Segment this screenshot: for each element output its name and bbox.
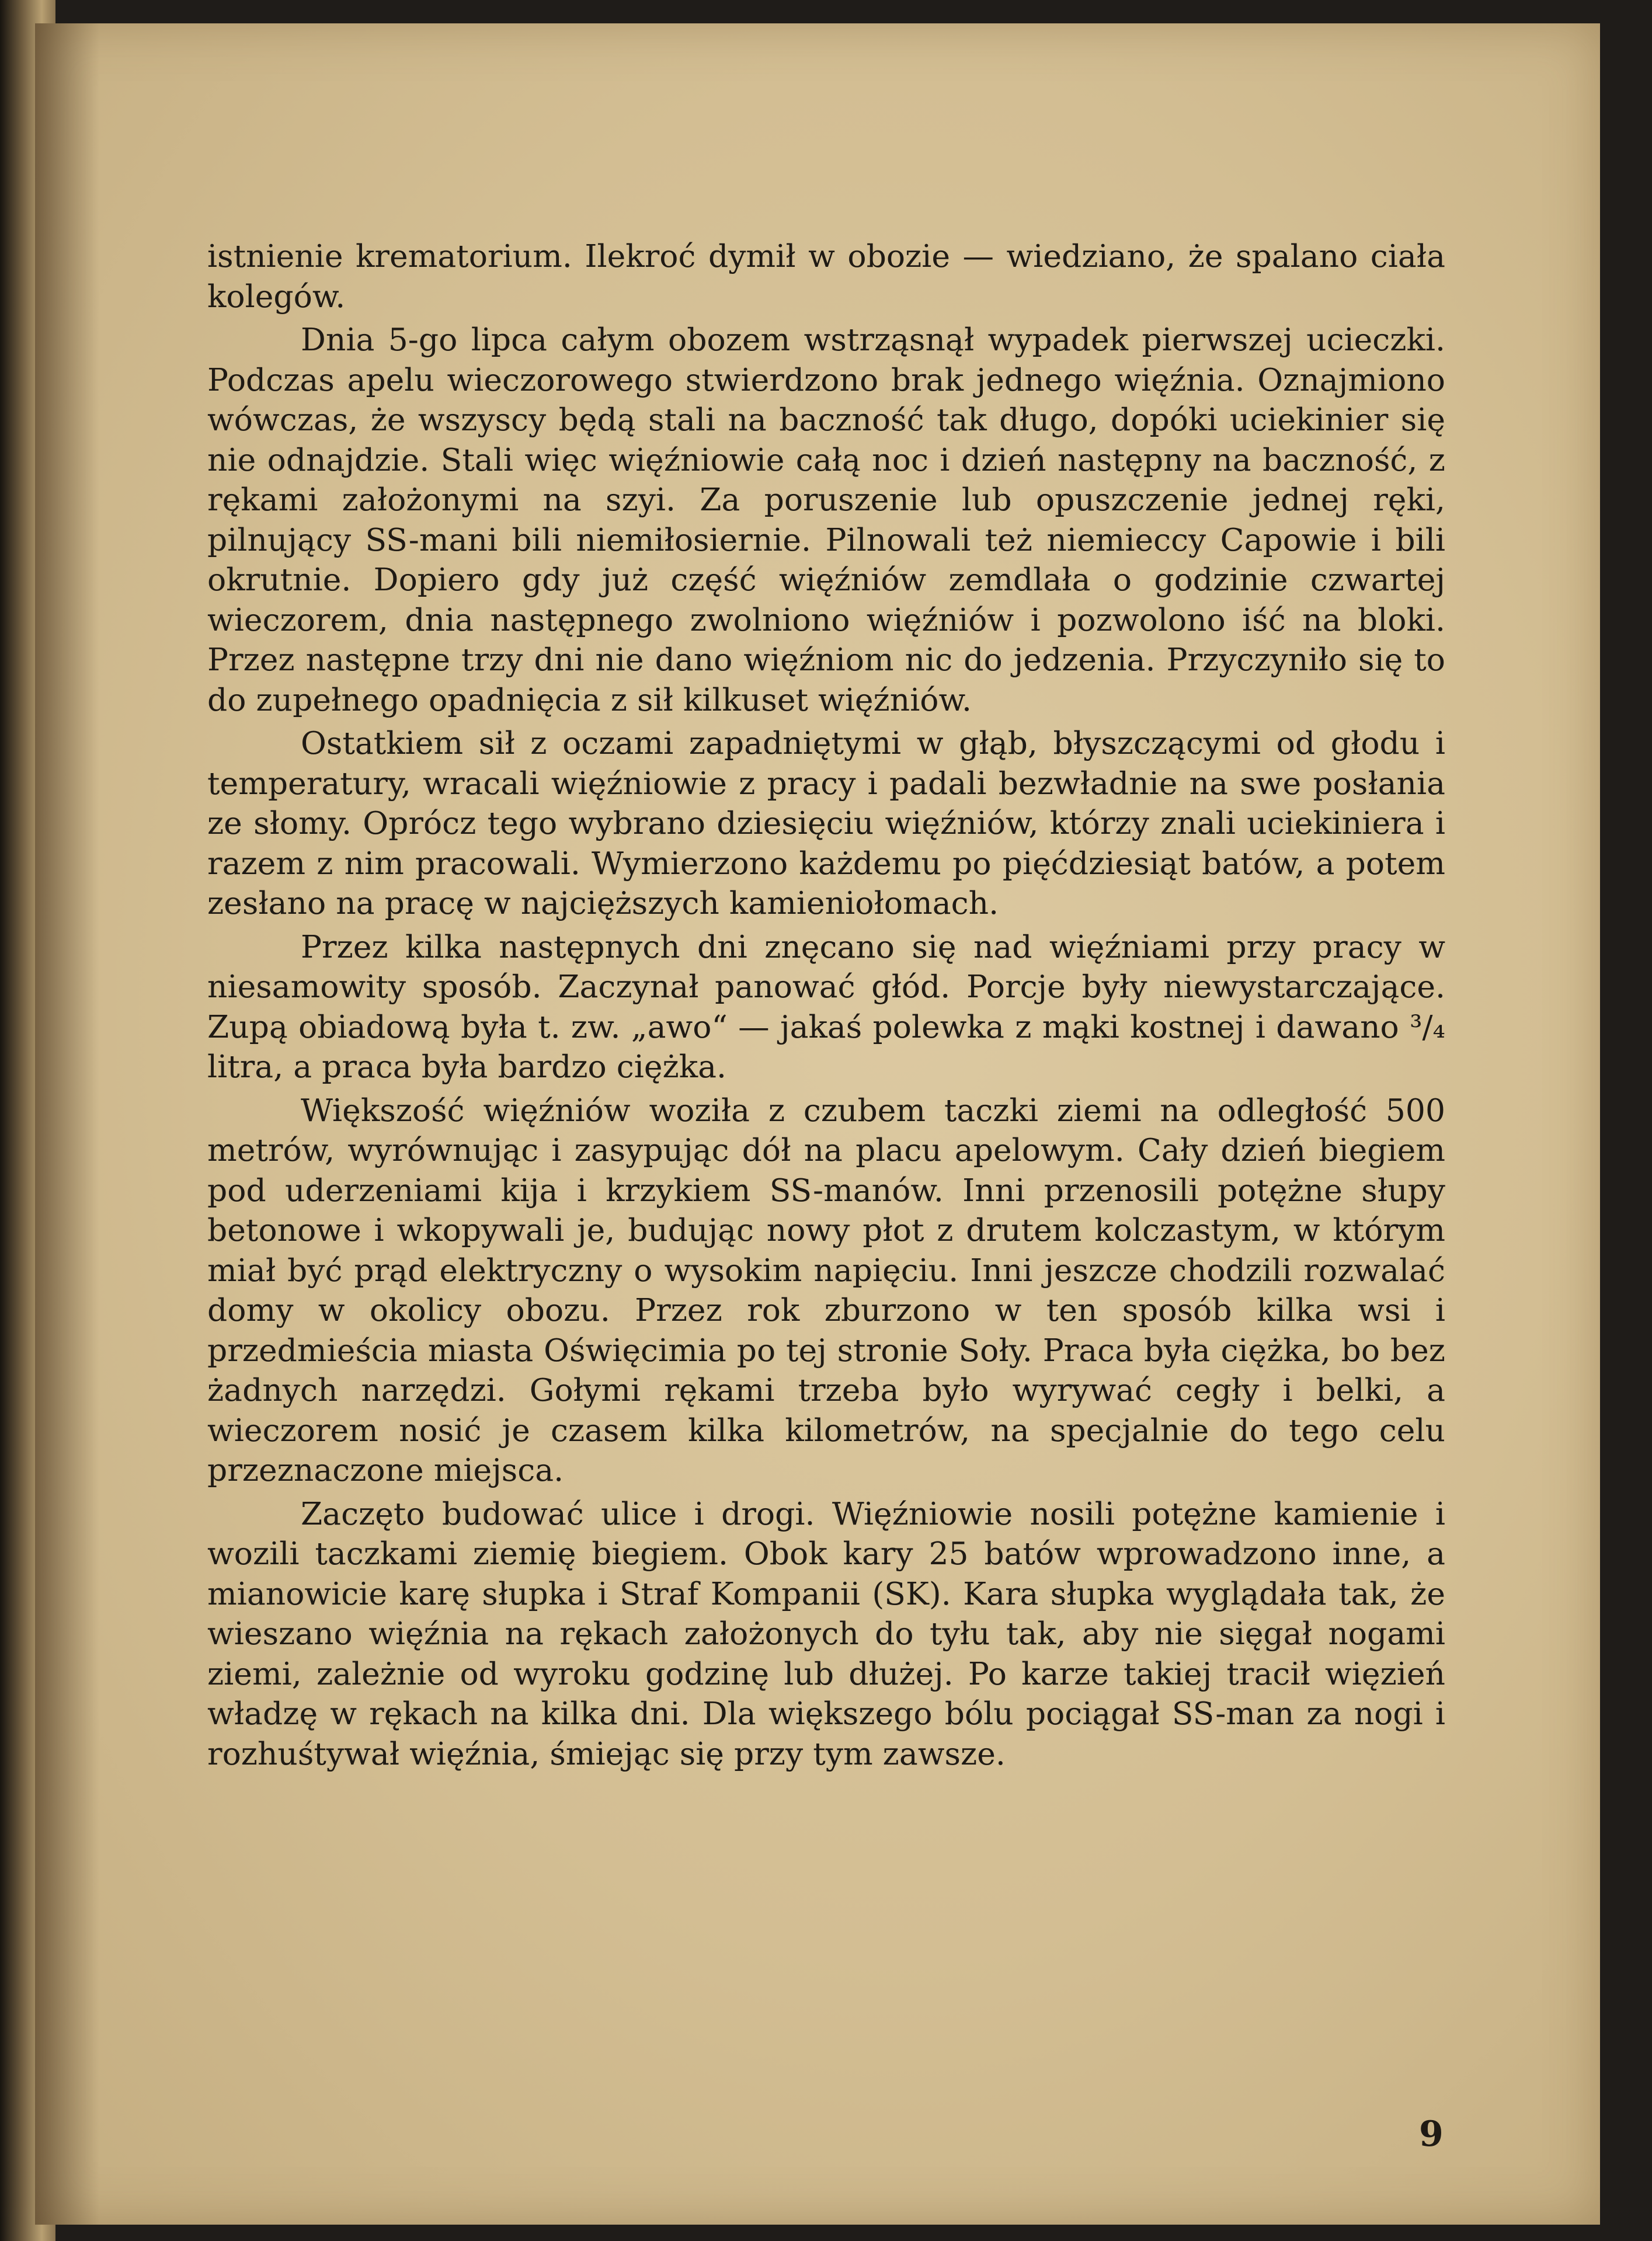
- body-text: [207, 236, 1445, 1777]
- paragraph: istnienie krematorium. Ilekroć dymił w obozie — wiedziano, że spalano ciała kolegów.: [207, 238, 1445, 315]
- paragraph: Zaczęto budować ulice i drogi. Więźniowie nosili potężne kamienie i wozili taczkami ziemię biegiem. Obok kary 25 batów wprowadzono inne, a mianowicie karę słupka i Straf Kompanii (SK). Kara słupka wyglądała tak, że wieszano więźnia na rękach założonych do tyłu tak, aby nie sięgał nogami ziemi, zależnie od wyroku godzinę lub dłużej. Po karze takiej tracił więzień władzę w rękach na kilka dni. Dla większego bólu pociągał SS-man za nogi i rozhuśtywał więźnia, śmiejąc się przy tym zawsze.: [207, 1495, 1445, 1772]
- paragraph: Dnia 5-go lipca całym obozem wstrząsnął wypadek pierwszej ucieczki. Podczas apelu wieczorowego stwierdzono brak jednego więźnia. Oznajmiono wówczas, że wszyscy będą stali na baczność tak długo, dopóki uciekinier się nie odnajdzie. Stali więc więźniowie całą noc i dzień następny na baczność, z rękami założonymi na szyi. Za poruszenie lub opuszczenie jednej ręki, pilnujący SS-mani bili niemiłosiernie. Pilnowali też niemieccy Capowie i bili okrutnie. Dopiero gdy już część więźniów zemdlała o godzinie czwartej wieczorem, dnia następnego zwolniono więźniów i pozwolono iść na bloki. Przez następne trzy dni nie dano więźniom nic do jedzenia. Przyczyniło się to do zupełnego opadnięcia z sił kilkuset więźniów.: [207, 321, 1445, 718]
- spine-shadow: [35, 23, 99, 2225]
- paragraph: Ostatkiem sił z oczami zapadniętymi w głąb, błyszczącymi od głodu i temperatury, wracali więźniowie z pracy i padali bezwładnie na swe posłania ze słomy. Oprócz tego wybrano dziesięciu więźniów, którzy znali uciekiniera i razem z nim pracowali. Wymierzono każdemu po pięćdziesiąt batów, a potem zesłano na pracę w najcięższych kamieniołomach.: [207, 725, 1445, 921]
- paragraph: Przez kilka następnych dni znęcano się nad więźniami przy pracy w niesamowity sposób. Zaczynał panować głód. Porcje były niewystarczające. Zupą obiadową była t. zw. „awo“ — jakaś polewka z mąki kostnej i dawano ³/₄ litra, a praca była bardzo ciężka.: [207, 928, 1445, 1085]
- paragraph: Większość więźniów woziła z czubem taczki ziemi na odległość 500 metrów, wyrównując i zasypując dół na placu apelowym. Cały dzień biegiem pod uderzeniami kija i krzykiem SS-manów. Inni przenosili potężne słupy betonowe i wkopywali je, budując nowy płot z drutem kolczastym, w którym miał być prąd elektryczny o wysokim napięciu. Inni jeszcze chodzili rozwalać domy w okolicy obozu. Przez rok zburzono w ten sposób kilka wsi i przedmieścia miasta Oświęcimia po tej stronie Soły. Praca była ciężka, bo bez żadnych narzędzi. Gołymi rękami trzeba było wyrywać cegły i belki, a wieczorem nosić je czasem kilka kilometrów, na specjalnie do tego celu przeznaczone miejsca.: [207, 1091, 1445, 1488]
- page-number: 9: [1419, 2114, 1444, 2155]
